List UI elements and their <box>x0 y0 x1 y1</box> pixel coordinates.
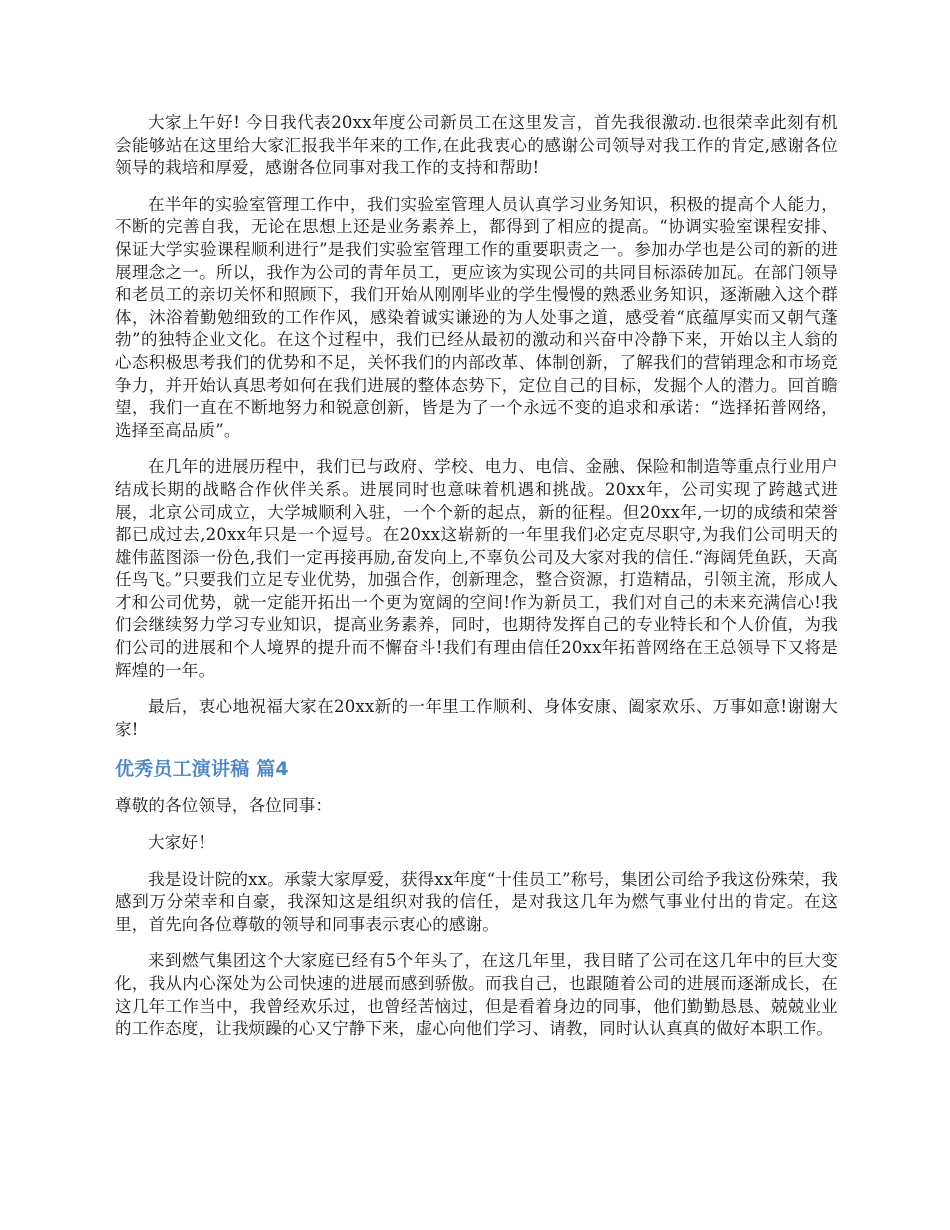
paragraph-company-progress: 在几年的进展历程中，我们已与政府、学校、电力、电信、金融、保险和制造等重点行业用户结成长期的战略合作伙伴关系。进展同时也意味着机遇和挑战。20xx年，公司实现了跨越式进展，北京公司成立，大学城顺利入驻，一个个新的起点，新的征程。但20xx年,一切的成绩和荣誉都已成过去,20xx年只是一个逗号。在20xx这崭新的一年里我们必定克尽职守,为我们公司明天的雄伟蓝图添一份色,我们一定再接再励,奋发向上,不辜负公司及大家对我的信任.“海阔凭鱼跃，天高任鸟飞。”只要我们立足专业优势，加强合作，创新理念，整合资源，打造精品，引领主流，形成人才和公司优势，就一定能开拓出一个更为宽阔的空间!作为新员工，我们对自己的未来充满信心!我们会继续努力学习专业知识，提高业务素养，同时，也期待发挥自己的专业特长和个人价值，为我们公司的进展和个人境界的提升而不懈奋斗!我们有理由信任20xx年拓普网络在王总领导下又将是辉煌的一年。 <box>115 457 838 680</box>
paragraph-opening-greeting: 大家上午好! 今日我代表20xx年度公司新员工在这里发言，首先我很激动.也很荣幸此刻有机会能够站在这里给大家汇报我半年来的工作,在此我衷心的感谢公司领导对我工作的肯定,感谢各位领导的栽培和厚爱，感谢各位同事对我工作的支持和帮助! <box>115 113 838 178</box>
salutation: 尊敬的各位领导，各位同事： <box>115 796 333 816</box>
paragraph-award: 我是设计院的xx。承蒙大家厚爱，获得xx年度“十佳员工”称号，集团公司给予我这份殊荣，我感到万分荣幸和自豪，我深知这是组织对我的信任，是对我这几年为燃气事业付出的肯定。在这里，首先向各位尊敬的领导和同事表示衷心的感谢。 <box>115 869 838 934</box>
paragraph-closing-wishes: 最后，衷心地祝福大家在20xx新的一年里工作顺利、身体安康、阖家欢乐、万事如意!谢谢大家! <box>115 697 838 739</box>
paragraph-hello: 大家好！ <box>148 833 215 853</box>
section-title: 优秀员工演讲稿 篇4 <box>115 758 289 781</box>
paragraph-five-years: 来到燃气集团这个大家庭已经有5个年头了，在这几年里，我目睹了公司在这几年中的巨大变化，我从内心深处为公司快速的进展而感到骄傲。而我自己，也跟随着公司的进展而逐渐成长，在这几年工作当中，我曾经欢乐过，也曾经苦恼过，但是看着身边的同事，他们勤勤恳恳、兢兢业业的工作态度，让我烦躁的心又宁静下来，虚心向他们学习、请教，同时认认真真的做好本职工作。 <box>115 951 838 1039</box>
document-page <box>115 112 838 1055</box>
paragraph-lab-management: 在半年的实验室管理工作中，我们实验室管理人员认真学习业务知识，积极的提高个人能力，不断的完善自我，无论在思想上还是业务素养上，都得到了相应的提高。“协调实验室课程安排、保证大学实验课程顺利进行”是我们实验室管理工作的重要职责之一。参加办学也是公司的新的进展理念之一。所以，我作为公司的青年员工，更应该为实现公司的共同目标添砖加瓦。在部门领导和老员工的亲切关怀和照顾下，我们开始从刚刚毕业的学生慢慢的熟悉业务知识，逐渐融入这个群体，沐浴着勤勉细致的工作作风，感染着诚实谦逊的为人处事之道，感受着“底蕴厚实而又朝气蓬勃”的独特企业文化。在这个过程中，我们已经从最初的激动和兴奋中冷静下来，开始以主人翁的心态积极思考我们的优势和不足，关怀我们的内部改革、体制创新，了解我们的营销理念和市场竞争力，并开始认真思考如何在我们进展的整体态势下，定位自己的目标，发掘个人的潜力。回首瞻望，我们一直在不断地努力和锐意创新，皆是为了一个永远不变的追求和承诺：“选择拓普网络，选择至高品质”。 <box>115 194 838 440</box>
